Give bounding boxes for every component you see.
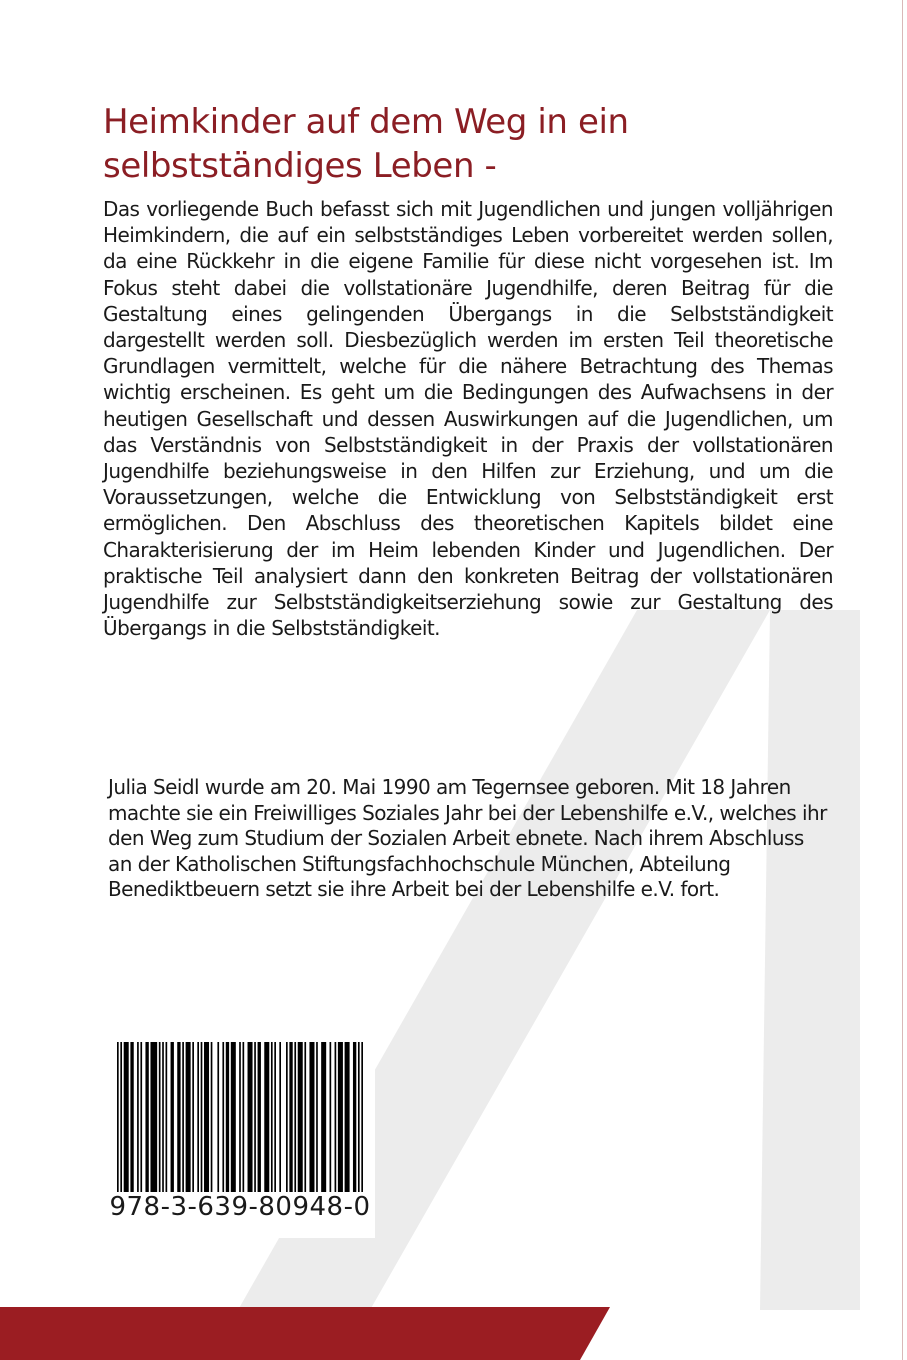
barcode-bar <box>201 1042 203 1192</box>
barcode-bar <box>192 1042 194 1192</box>
barcode-bar <box>309 1042 314 1192</box>
barcode-bar <box>159 1042 161 1192</box>
barcode-bar <box>231 1042 236 1192</box>
barcode-bar <box>258 1042 261 1192</box>
barcode-bar <box>182 1042 184 1192</box>
barcode-bar <box>271 1042 273 1192</box>
barcode-bar <box>145 1042 148 1192</box>
barcode-bar <box>120 1042 122 1192</box>
barcode-bar <box>166 1042 168 1192</box>
barcode-bar <box>130 1042 133 1192</box>
barcode-bar <box>289 1042 292 1192</box>
barcode-bar <box>124 1042 129 1192</box>
barcode-bar <box>243 1042 245 1192</box>
book-title <box>103 100 823 188</box>
book-description: Das vorliegende Buch befasst sich mit Jugendlichen und jungen volljährigen Heimkindern, die auf ein selbstständiges Leben vorbereitet werden sollen, da eine Rückkehr in die eigene Familie für diese nicht vorgesehen ist. Im Fokus steht dabei die vollstationäre Jugendhilfe, deren Beitrag für die Gestaltung eines gelingenden Übergangs in die Selbstständigkeit dargestellt werden soll. Diesbezüglich werden im ersten Teil theoretische Grundlagen vermittelt, welche für die nähere Betrachtung des Themas wichtig erscheinen. Es geht um die Bedingungen des Aufwachsens in der heutigen Gesellschaft und dessen Auswirkungen auf die Jugendlichen, um das Verständnis von Selbstständigkeit in der Praxis der vollstationären Jugendhilfe beziehungsweise in den Hilfen zur Erziehung, und um die Voraussetzungen, welche die Entwicklung von Selbstständigkeit erst ermöglichen. Den Abschluss des theoretischen Kapitels bildet eine Charakterisierung der im Heim lebenden Kinder und Jugendlichen. Der praktische Teil analysiert dann den konkreten Beitrag der vollstationären Jugendhilfe zur Selbstständigkeitserziehung sowie zur Gestaltung des Übergangs in die Selbstständigkeit. <box>103 197 833 641</box>
barcode-icon <box>117 1042 363 1192</box>
barcode-bar <box>338 1042 343 1192</box>
chevron-right-stroke <box>760 610 860 1310</box>
barcode-bar <box>361 1042 363 1192</box>
isbn-barcode-block <box>105 1038 375 1238</box>
barcode-bar <box>264 1042 269 1192</box>
barcode-bar <box>316 1042 318 1192</box>
barcode-bar <box>304 1042 306 1192</box>
barcode-bar <box>274 1042 276 1192</box>
barcode-bar <box>137 1042 139 1192</box>
right-edge-rule <box>902 0 903 1360</box>
footer-band-shape <box>0 1307 610 1360</box>
barcode-bar <box>330 1042 332 1192</box>
barcode-bar <box>211 1042 213 1192</box>
barcode-bar <box>248 1042 253 1192</box>
barcode-bar <box>353 1042 356 1192</box>
barcode-bar <box>186 1042 191 1192</box>
barcode-bar <box>177 1042 180 1192</box>
barcode-bar <box>279 1042 281 1192</box>
barcode-bar <box>117 1042 119 1192</box>
barcode-bar <box>335 1042 337 1192</box>
barcode-bar <box>197 1042 199 1192</box>
barcode-bar <box>239 1042 241 1192</box>
barcode-bar <box>222 1042 224 1192</box>
barcode-bar <box>254 1042 256 1192</box>
title-line-1: Heimkinder auf dem Weg in ein <box>103 102 629 142</box>
footer-accent-band <box>0 1307 907 1360</box>
barcode-bar <box>298 1042 303 1192</box>
barcode-bar <box>217 1042 219 1192</box>
barcode-bar <box>358 1042 360 1192</box>
isbn-number: 978-3-639-80948-0 <box>109 1192 371 1222</box>
barcode-bar <box>286 1042 288 1192</box>
barcode-bar <box>345 1042 350 1192</box>
author-biography: Julia Seidl wurde am 20. Mai 1990 am Tegernsee geboren. Mit 18 Jahren machte sie ein Freiwilliges Soziales Jahr bei der Lebenshilfe e.V., welches ihr den Weg zum Studium der Sozialen Arbeit ebnete. Nach ihrem Abschluss an der Katholischen Stiftungsfachhochschule München, Abteilung Benediktbeuern setzt sie ihre Arbeit bei der Lebenshilfe e.V. fort. <box>108 775 827 902</box>
barcode-bar <box>171 1042 174 1192</box>
barcode-bar <box>162 1042 164 1192</box>
barcode-bar <box>150 1042 157 1192</box>
title-line-2: selbstständiges Leben - <box>103 146 497 186</box>
barcode-bar <box>204 1042 209 1192</box>
barcode-bar <box>321 1042 326 1192</box>
barcode-bar <box>140 1042 142 1192</box>
barcode-bar <box>226 1042 229 1192</box>
barcode-bar <box>294 1042 296 1192</box>
